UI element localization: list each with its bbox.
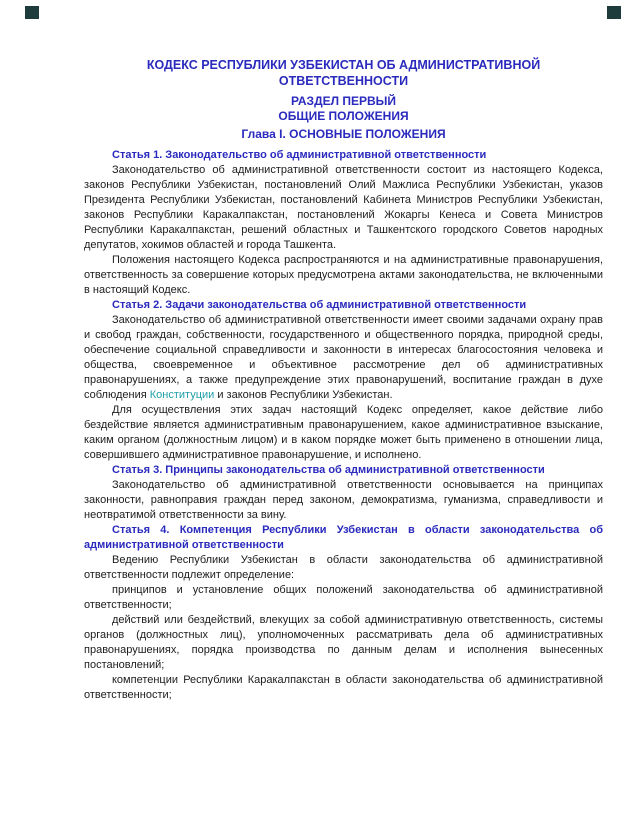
chapter-heading: Глава I. ОСНОВНЫЕ ПОЛОЖЕНИЯ <box>241 127 446 141</box>
article-2-paragraph-1 <box>84 313 603 403</box>
article-4-paragraph-1: Ведению Республики Узбекистан в области законодательства об административной ответственности подлежит определение: <box>84 554 603 581</box>
document-title: КОДЕКС РЕСПУБЛИКИ УЗБЕКИСТАН ОБ АДМИНИСТРАТИВНОЙ ОТВЕТСТВЕННОСТИ <box>146 58 541 88</box>
article-4-paragraph-2: принципов и установление общих положений законодательства об административной ответственности; <box>84 584 603 611</box>
constitution-link[interactable]: Конституции <box>149 389 215 401</box>
article-4-heading: Статья 4. Компетенция Республики Узбекистан в области законодательства об административной ответственности <box>84 524 603 551</box>
article-3-paragraph-1: Законодательство об административной ответственности основывается на принципах законности, равноправия граждан перед законом, демократизма, гуманизма, справедливости и неотвратимой ответственности за вину. <box>84 479 603 521</box>
article-1-paragraph-1: Законодательство об административной ответственности состоит из настоящего Кодекса, законов Республики Узбекистан, постановлений Олий Мажлиса Республики Узбекистан, указов Президента Республики Узбекистан, постановлений Кабинета Министров Республики Узбекистан, законов Республики Каракалпакстан, постановлений Жокаргы Кенеса и Совета Министров Республики Каракалпакстан, решений областных и Ташкентского городского Советов народных депутатов, хокимов областей и города Ташкента. <box>84 164 603 251</box>
corner-marker-top-left <box>25 6 39 19</box>
article-2-paragraph-2: Для осуществления этих задач настоящий Кодекс определяет, какое действие либо бездействие является административным правонарушением, какое административное взыскание, каким органом (должностным лицом) и в каком порядке может быть применено в отношении лица, совершившего административное правонарушение, и исполнено. <box>84 404 603 461</box>
corner-marker-top-right <box>607 6 621 19</box>
article-4-paragraph-4: компетенции Республики Каракалпакстан в области законодательства об административной ответственности; <box>84 674 603 701</box>
document-page <box>84 57 603 703</box>
article-1-heading: Статья 1. Законодательство об административной ответственности <box>112 149 487 161</box>
article-2-paragraph-1-tail: и законов Республики Узбекистан. <box>214 389 393 401</box>
article-2-heading: Статья 2. Задачи законодательства об административной ответственности <box>112 299 527 311</box>
article-3-heading: Статья 3. Принципы законодательства об административной ответственности <box>112 464 545 476</box>
article-1-paragraph-2: Положения настоящего Кодекса распространяются и на административные правонарушения, ответственность за совершение которых предусмотрена актами законодательства, не включенными в настоящий Кодекс. <box>84 254 603 296</box>
article-4-paragraph-3: действий или бездействий, влекущих за собой административную ответственность, системы органов (должностных лиц), уполномоченных рассматривать дела об административных правонарушениях, порядка производства по данным делам и исполнения вынесенных постановлений; <box>84 614 603 671</box>
section-name: ОБЩИЕ ПОЛОЖЕНИЯ <box>278 109 409 123</box>
section-label: РАЗДЕЛ ПЕРВЫЙ <box>290 94 397 108</box>
article-2-paragraph-1-text: Законодательство об административной ответственности имеет своими задачами охрану прав и свобод граждан, собственности, государственного и общественного порядка, природной среды, обеспечение социальной справедливости и законности в интересах благосостояния человека и общества, своевременное и объективное рассмотрение дел об административных правонарушениях, а также предупреждение этих правонарушений, воспитание граждан в духе соблюдения <box>84 314 603 401</box>
